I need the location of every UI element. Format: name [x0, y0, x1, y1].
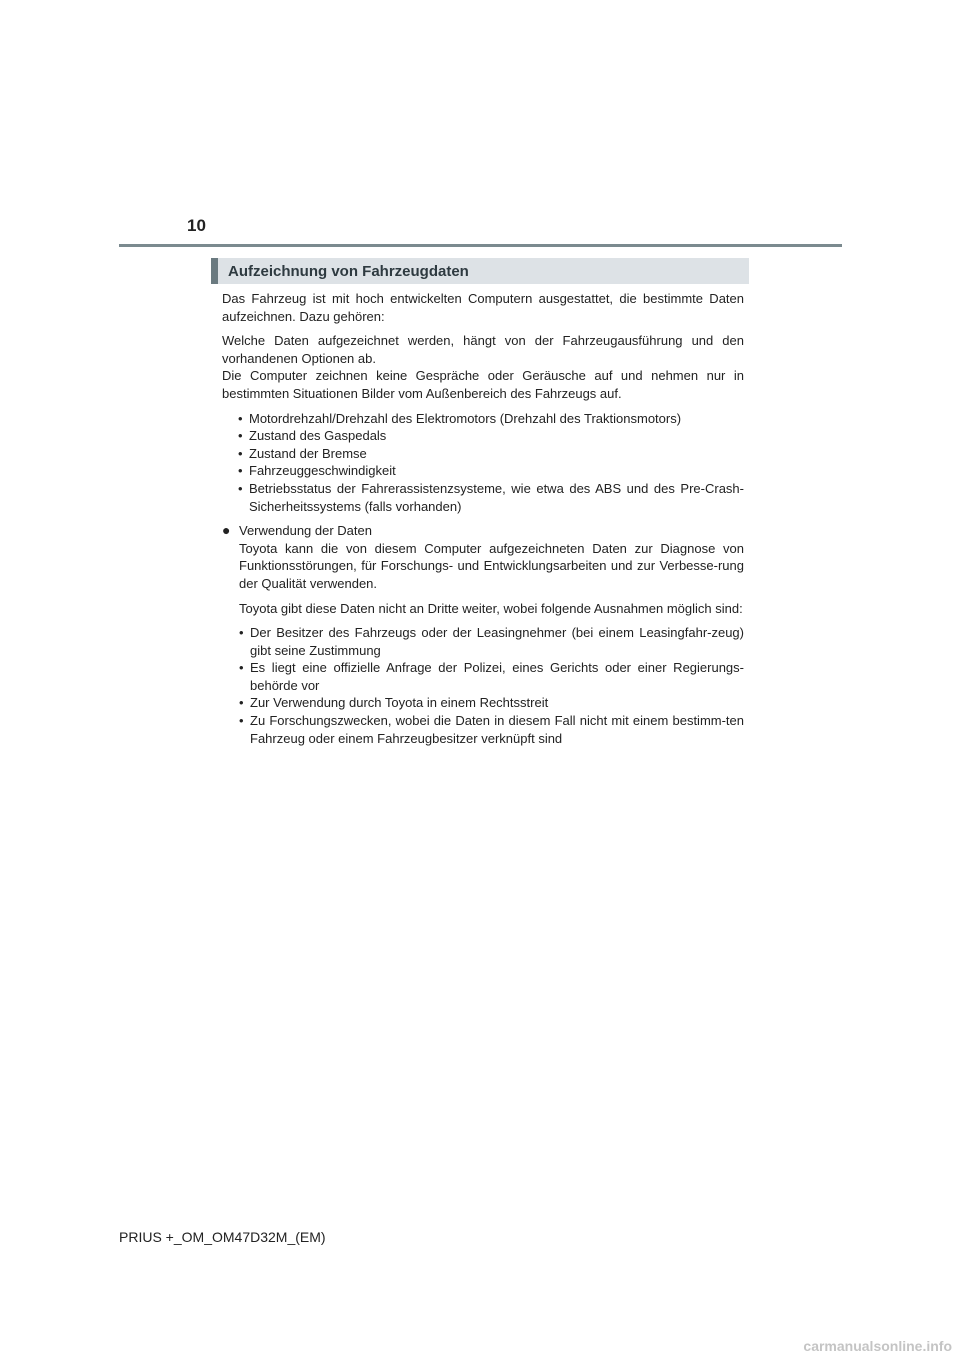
list-item: • Zu Forschungszwecken, wobei die Daten in diesem Fall nicht mit einem bestimm-ten Fahrzeug oder einem Fahrzeugbesitzer verknüpft sind: [239, 712, 744, 747]
usage-paragraph: Toyota kann die von diesem Computer aufgezeichneten Daten zur Diagnose von Funktionsstörungen, für Forschungs- und Entwicklungsarbeiten und zur Verbesse-rung der Qualität verwenden.: [239, 540, 744, 591]
header-rule: [119, 244, 842, 247]
computer-paragraph: Die Computer zeichnen keine Gespräche oder Geräusche auf und nehmen nur in bestimmten Situationen Bilder vom Außenbereich des Fahrzeugs auf.: [222, 368, 744, 401]
list-item: • Fahrzeuggeschwindigkeit: [238, 462, 744, 480]
list-item: • Zustand der Bremse: [238, 445, 744, 463]
watermark: carmanualsonline.info: [803, 1338, 952, 1354]
filled-circle-icon: ●: [222, 522, 231, 539]
content-body: [222, 290, 744, 754]
options-paragraph: Welche Daten aufgezeichnet werden, hängt von der Fahrzeugausführung und den vorhandenen Optionen ab.: [222, 333, 744, 366]
usage-title: Verwendung der Daten: [239, 523, 372, 539]
usage-section: [222, 522, 744, 747]
page-number: 10: [187, 216, 206, 235]
disclosure-paragraph: Toyota gibt diese Daten nicht an Dritte weiter, wobei folgende Ausnahmen möglich sind:: [239, 600, 743, 616]
section-title: Aufzeichnung von Fahrzeugdaten: [228, 262, 469, 280]
list-item: • Motordrehzahl/Drehzahl des Elektromotors (Drehzahl des Traktionsmotors): [238, 410, 744, 428]
list-item: • Betriebsstatus der Fahrerassistenzsysteme, wie etwa des ABS und des Pre-Crash-Sicherheitssystems (falls vorhanden): [238, 480, 744, 515]
intro-paragraph: Das Fahrzeug ist mit hoch entwickelten Computern ausgestattet, die bestimmte Daten aufzeichnen. Dazu gehören:: [222, 291, 744, 324]
list-item: • Zustand des Gaspedals: [238, 427, 744, 445]
list-item: • Es liegt eine offizielle Anfrage der Polizei, eines Gerichts oder einer Regierungs-behörde vor: [239, 659, 744, 694]
footer-code: PRIUS +_OM_OM47D32M_(EM): [119, 1229, 326, 1245]
exceptions-list: [239, 624, 744, 747]
list-item: • Der Besitzer des Fahrzeugs oder der Leasingnehmer (bei einem Leasingfahr-zeug) gibt seine Zustimmung: [239, 624, 744, 659]
section-heading: [211, 258, 749, 284]
list-item: • Zur Verwendung durch Toyota in einem Rechtsstreit: [239, 694, 744, 712]
recorded-data-list: [222, 410, 744, 516]
